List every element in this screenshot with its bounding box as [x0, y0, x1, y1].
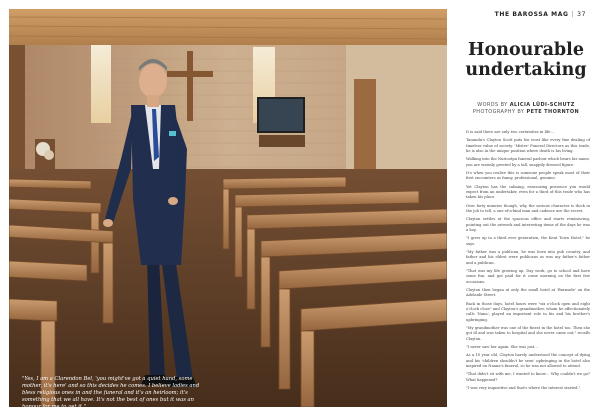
pull-quote-attribution: – Clayton Scott	[162, 412, 206, 418]
credit-name: PETE THORNTON	[526, 109, 580, 115]
credit-role: WORDS BY	[477, 102, 508, 108]
running-head	[495, 11, 586, 18]
magazine-name: THE BAROSSA MAG	[494, 11, 569, 18]
chapel-photo-illustration	[9, 9, 447, 407]
body-paragraph: "My grandmother was one of the finest in the hotel too. Then she got ill and was taken to hospital and she never came out," recalls Clayton.	[466, 326, 590, 341]
body-paragraph: "I grew up in a third ever generation, the Kent Town Hotel," he says.	[466, 236, 590, 246]
body-paragraph: It is said there are only two certainties in life…	[466, 130, 555, 134]
feature-photo	[9, 9, 447, 407]
body-paragraph: "That didn't sit with me, I wanted to know… Why couldn't we go? What happened?	[466, 372, 590, 382]
body-paragraph: Over forty minutes though, why the serious character is thick in the job to tell, a one-of-a-kind man and cadence are the secret.	[466, 203, 590, 214]
body-paragraph: "I never saw her again. She was just…	[466, 345, 538, 350]
body-paragraph: "My father was a publican, he was born into pub country, and father and his eldest were publicans as was my father's father and a publican.	[466, 250, 590, 265]
body-paragraph: Clayton settles at the spacious office and starts reminiscing, pointing out the artwork and interesting items of the days he was a boy.	[466, 217, 590, 233]
article-title	[462, 40, 590, 80]
body-paragraph: Back in those days, hotel hours were "six o'clock open and eight o'clock close" and Clayton's grandmother, whom he affectionately calls 'Nana', played an important role in his and his brother's upbringing.	[466, 301, 590, 322]
body-paragraph: "That was my life growing up. Day work, go to school and have some fun, and got paid for it come morning on the first few occasions.	[466, 269, 590, 284]
credit-photography	[462, 109, 590, 116]
article-title-line-2: undertaking	[465, 60, 587, 80]
body-paragraph: It's when you realise this is someone people speak most of their first encounters as funny, professional, genuine.	[466, 171, 590, 181]
body-paragraph: Walking into the Nuriootpa funeral parlour which bears his name, you are warmly greeted by a tall, snappily dressed figure.	[466, 157, 590, 167]
pull-quote	[22, 376, 206, 419]
running-head-separator: |	[571, 11, 575, 18]
body-paragraph: Clayton then began at only the small hotel at 'Burnside' on the Adelaide Street.	[466, 288, 590, 298]
pull-quote-text: "Yes, I am a Clarendon Bel, 'you might've got a quiet hand, some mother, it's here' and so this decides he comes. I believe ladies and bless religious ones in and the funeral and it's an heirloom; it's something that we all have. It's not the best of ones but it was an honour for me to get it."	[22, 376, 200, 410]
body-paragraph: "I was very inquisitive and that's where the interest started."	[466, 386, 581, 391]
article-credits	[462, 102, 590, 116]
body-paragraph: Yet Clayton has the calming, reassuring presence you would expect from an undertaker, even for a third of this trade who has taken his place.	[466, 184, 590, 200]
credit-name: ALICIA LÜDI-SCHUTZ	[509, 102, 575, 108]
credit-words	[462, 102, 590, 109]
body-paragraph: Tanunda's Clayton Scott puts his trust like every fine dealing of timeless value of society. 'Mister' Funeral Directors as this trade, he is also in the unique position where death is his living.	[466, 138, 590, 153]
article-body	[466, 130, 590, 394]
article-title-line-1: Honourable	[468, 40, 584, 60]
credit-role: PHOTOGRAPHY BY	[472, 109, 525, 115]
page-number: 37	[577, 11, 586, 18]
body-paragraph: As a 10 year old, Clayton barely understood the concept of dying and his 'children shouldn't be seen' upbringing in the hotel also inspired on Nanna's funeral, so he was not allowed to attend.	[466, 353, 590, 368]
